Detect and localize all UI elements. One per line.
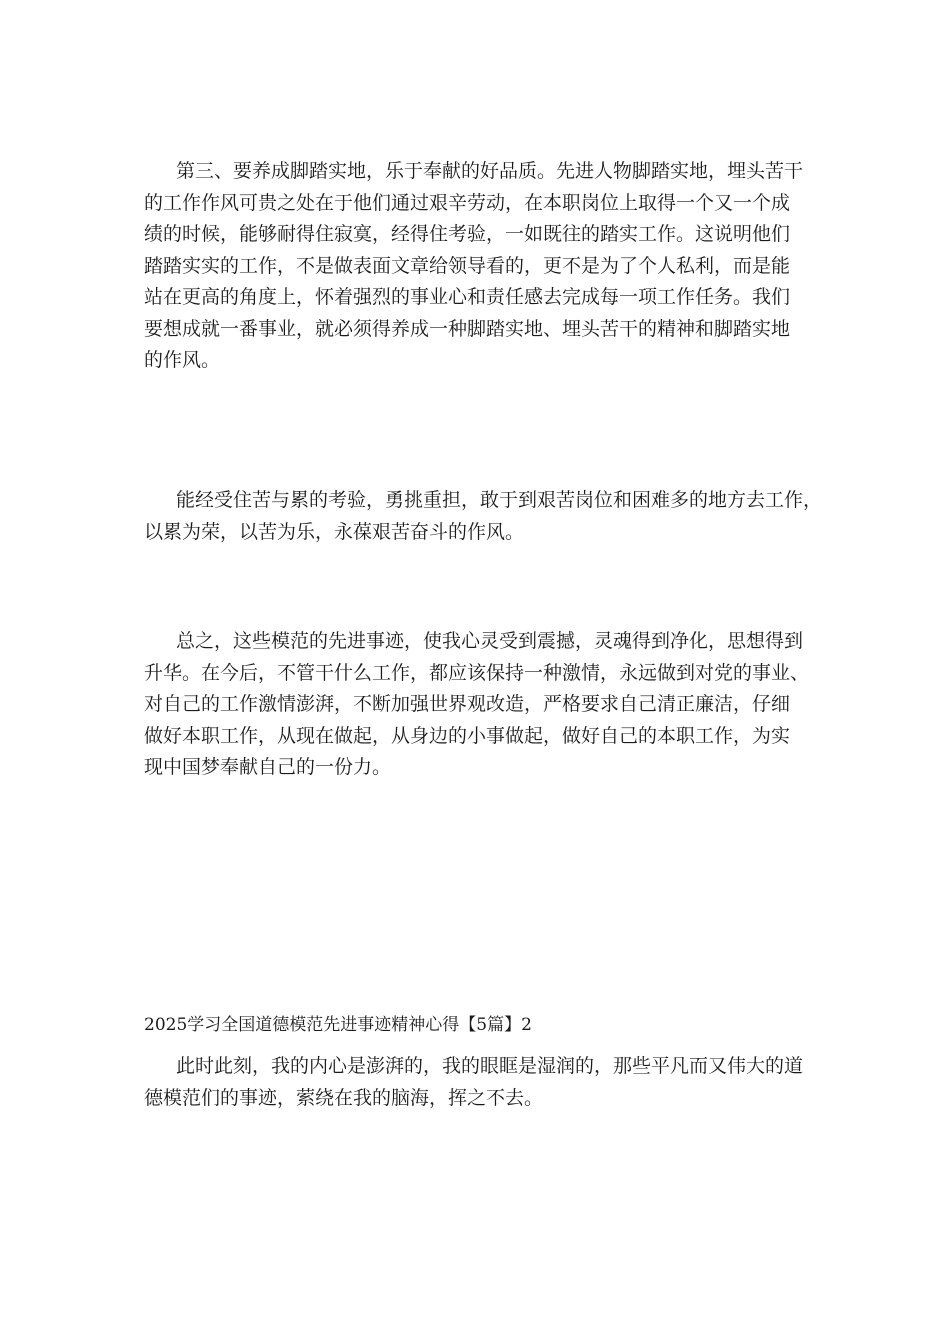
paragraph-line: 踏踏实实的工作，不是做表面文章给领导看的，更不是为了个人私利，而是能 — [144, 254, 791, 277]
paragraph-line: 的作风。 — [144, 349, 221, 371]
paragraph-3 — [144, 626, 824, 784]
paragraph-line: 此时此刻，我的内心是澎湃的，我的眼眶是湿润的，那些平凡而又伟大的道 — [176, 1055, 804, 1077]
paragraph-line: 德模范们的事迹，萦绕在我的脑海，挥之不去。 — [144, 1086, 544, 1109]
paragraph-line: 第三、要养成脚踏实地，乐于奉献的好品质。先进人物脚踏实地，埋头苦干 — [176, 160, 804, 182]
paragraph-line: 站在更高的角度上，怀着强烈的事业心和责任感去完成每一项工作任务。我们 — [144, 286, 791, 308]
paragraph-line: 以累为荣，以苦为乐，永葆艰苦奋斗的作风。 — [144, 520, 525, 543]
paragraph-2 — [144, 485, 824, 548]
paragraph-line: 做好本职工作，从现在做起，从身边的小事做起，做好自己的本职工作，为实 — [144, 724, 791, 747]
paragraph-line: 的工作作风可贵之处在于他们通过艰辛劳动，在本职岗位上取得一个又一个成 — [144, 191, 791, 214]
paragraph-1 — [144, 156, 824, 377]
paragraph-line: 总之，这些模范的先进事迹，使我心灵受到震撼，灵魂得到净化，思想得到 — [176, 630, 804, 652]
paragraph-line: 对自己的工作激情澎湃，不断加强世界观改造，严格要求自己清正廉洁，仔细 — [144, 693, 791, 715]
paragraph-line: 绩的时候，能够耐得住寂寞，经得住考验，一如既往的踏实工作。这说明他们 — [144, 223, 791, 245]
section-heading: 2025学习全国道德模范先进事迹精神心得【5篇】2 — [144, 1015, 532, 1035]
paragraph-line: 能经受住苦与累的考验，勇挑重担，敢于到艰苦岗位和困难多的地方去工作， — [176, 489, 823, 511]
paragraph-line: 升华。在今后，不管干什么工作，都应该保持一种激情，永远做到对党的事业、 — [144, 661, 810, 684]
paragraph-line: 要想成就一番事业，就必须得养成一种脚踏实地、埋头苦干的精神和脚踏实地 — [144, 317, 791, 340]
paragraph-4 — [144, 1051, 824, 1114]
paragraph-line: 现中国梦奉献自己的一份力。 — [144, 756, 392, 778]
